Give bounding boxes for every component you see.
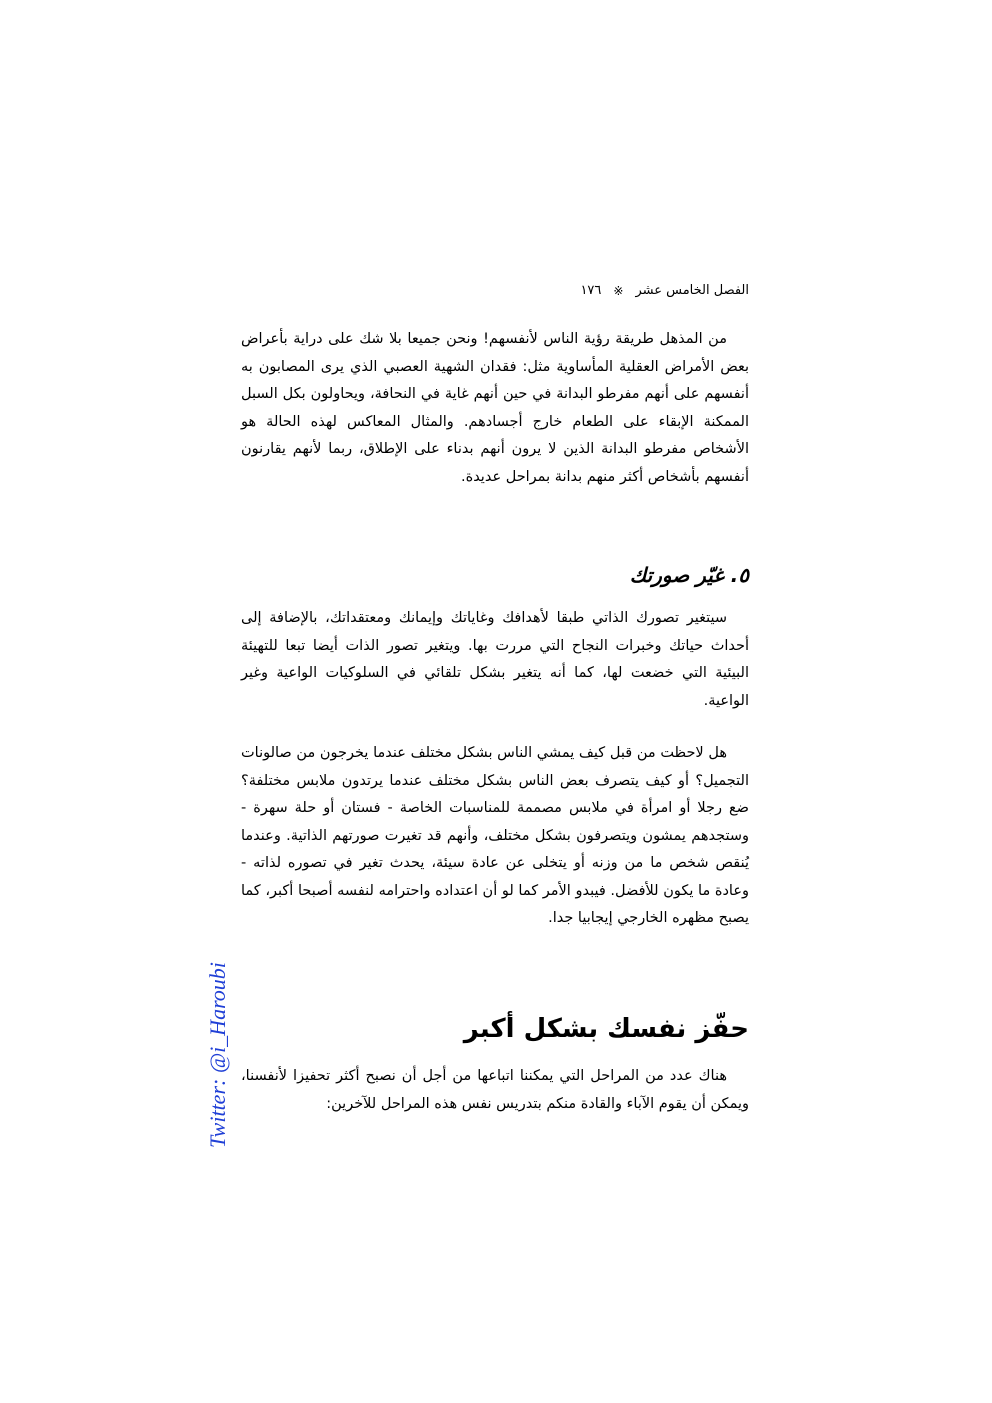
- paragraph: من المذهل طريقة رؤية الناس لأنفسهم! ونحن جميعا بلا شك على دراية بأعراض بعض الأمراض العقلية المأساوية مثل: فقدان الشهية العصبي الذي يرى المصابون به أنفسهم على أنهم مفرطو البدانة في حين أنهم غاية في النحافة، ويحاولون بكل السبل الممكنة الإبقاء على الطعام خارج أجسادهم. والمثال المعاكس لهذه الحالة هو الأشخاص مفرطو البدانة الذين لا يرون أنهم بدناء على الإطلاق، ربما لأنهم يقارنون أنفسهم بأشخاص أكثر منهم بدانة بمراحل عديدة.: [241, 331, 749, 485]
- section-5-paragraph-2: [241, 740, 749, 933]
- paragraph: سيتغير تصورك الذاتي طبقا لأهدافك وغاياتك وإيمانك ومعتقداتك، بالإضافة إلى أحداث حياتك وخبرات النجاح التي مررت بها. ويتغير تصور الذات أيضا تبعا للتهيئة البيئية التي خضعت لها، كما أنه يتغير بشكل تلقائي في السلوكيات الواعية وغير الواعية.: [241, 610, 749, 709]
- section-heading-motivate: حفّز نفسك بشكل أكبر: [463, 1014, 749, 1044]
- running-header: [580, 282, 749, 300]
- twitter-watermark: Twitter: @i_Haroubi: [205, 962, 230, 1148]
- section-5-paragraph-1: [241, 605, 749, 715]
- paragraph: هل لاحظت من قبل كيف يمشي الناس بشكل مختلف عندما يخرجون من صالونات التجميل؟ أو كيف يتصرف بعض الناس بشكل مختلف عندما يرتدون ملابس مختلفة؟ ضع رجلا أو امرأة في ملابس مصممة للمناسبات الخاصة - فستان أو حلة سهرة - وستجدهم يمشون ويتصرفون بشكل مختلف، وأنهم قد تغيرت صورتهم الذاتية. وعندما يُنقص شخص ما من وزنه أو يتخلى عن عادة سيئة، يحدث تغير في تصوره لذاته - وعادة ما يكون للأفضل. فيبدو الأمر كما لو أن اعتداده واحترامه لنفسه أصبحا أكبر، كما يصبح مظهره الخارجي إيجابيا جدا.: [241, 745, 749, 926]
- page-number: ١٧٦: [580, 283, 602, 298]
- section-heading-change-image: ٥. غيّر صورتك: [629, 563, 749, 587]
- chapter-title: الفصل الخامس عشر: [635, 283, 749, 298]
- intro-paragraph-block: [241, 326, 749, 491]
- ornament-icon: ※: [613, 284, 624, 298]
- motivate-paragraph-1: [241, 1063, 749, 1118]
- paragraph: هناك عدد من المراحل التي يمكننا اتباعها من أجل أن نصبح أكثر تحفيزا لأنفسنا، ويمكن أن يقوم الآباء والقادة منكم بتدريس نفس هذه المراحل للآخرين:: [241, 1068, 749, 1112]
